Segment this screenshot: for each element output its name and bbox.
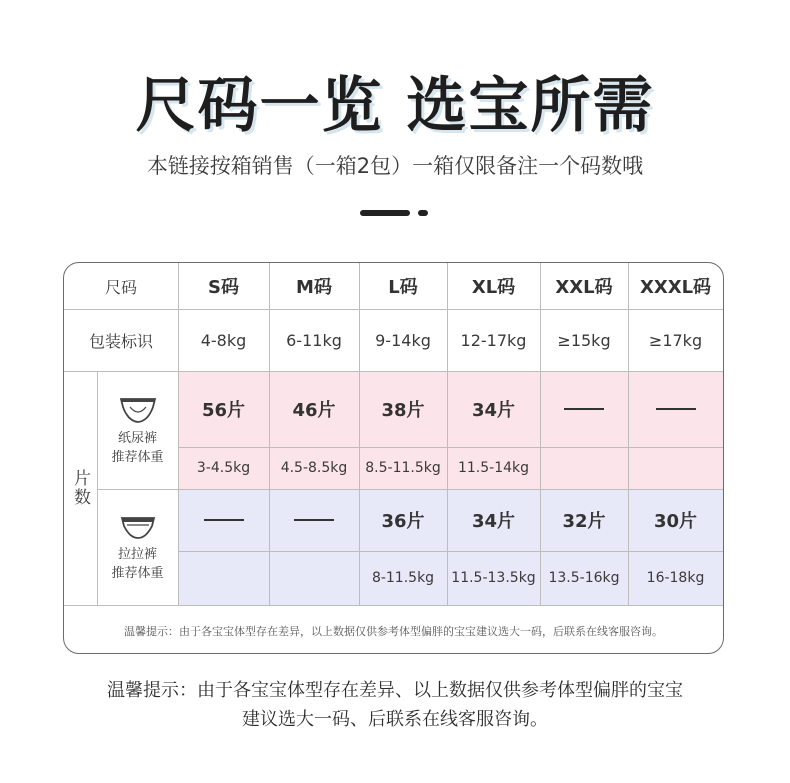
divider-dash-short — [418, 210, 428, 216]
size-xl-header: XL码 — [471, 277, 516, 298]
footer-tip-line2: 建议选大一码、后联系在线客服咨询。 — [242, 709, 548, 730]
empty-dash — [656, 408, 696, 410]
grid-line — [64, 605, 723, 606]
pack-value-xl: 12-17kg — [460, 330, 527, 350]
diaper-icon — [118, 395, 158, 425]
grid-line — [447, 263, 448, 605]
diaper-name: 纸尿裤 — [117, 431, 157, 446]
pullup-count-m — [269, 489, 359, 551]
pullup-weight-label: 推荐体重 — [111, 566, 164, 581]
grid-line — [178, 263, 179, 605]
pullup-product-cell — [97, 489, 178, 605]
grid-line — [359, 263, 360, 605]
empty-dash — [564, 408, 604, 410]
diaper-count-xxl — [540, 371, 628, 447]
diaper-count-xxxl — [628, 371, 723, 447]
pack-value-s: 4-8kg — [200, 330, 247, 350]
pullup-count-s — [178, 489, 269, 551]
diaper-count-m: 46片 — [292, 400, 336, 421]
count-label-cell — [64, 371, 97, 605]
grid-line — [628, 263, 629, 605]
diaper-weight-m: 4.5-8.5kg — [280, 460, 348, 476]
size-table — [63, 262, 724, 654]
grid-line — [178, 447, 723, 448]
grid-line — [97, 489, 723, 490]
size-m-header: M码 — [296, 277, 332, 298]
table-note: 温馨提示：由于各宝宝体型存在差异，以上数据仅供参考体型偏胖的宝宝建议选大一码，后联系在线客服咨询。 — [124, 625, 663, 638]
pack-value-xxl: ≥15kg — [557, 330, 611, 350]
pullup-weight-s — [178, 551, 269, 605]
size-xxxl-header: XXXL码 — [639, 277, 712, 298]
size-l-header: L码 — [388, 277, 418, 298]
header-label: 尺码 — [104, 277, 137, 297]
pack-label: 包装标识 — [88, 331, 153, 351]
empty-dash — [294, 519, 334, 521]
grid-line — [97, 371, 98, 605]
pullup-count-l: 36片 — [381, 511, 425, 532]
pullup-weight-xxxl: 16-18kg — [646, 570, 705, 586]
size-s-header: S码 — [208, 277, 239, 298]
pack-value-m: 6-11kg — [286, 330, 342, 350]
pullup-pants-icon — [118, 513, 158, 541]
empty-dash — [204, 519, 244, 521]
pullup-count-xxl: 32片 — [562, 511, 606, 532]
grid-line — [540, 263, 541, 605]
page-title: 尺码一览 选宝所需 — [135, 71, 655, 141]
grid-line — [64, 371, 723, 372]
pack-value-xxxl: ≥17kg — [648, 330, 703, 350]
diaper-count-l: 38片 — [381, 400, 425, 421]
diaper-product-cell — [97, 371, 178, 489]
diaper-weight-xxxl — [628, 447, 723, 489]
diaper-weight-xxl — [540, 447, 628, 489]
diaper-weight-s: 3-4.5kg — [196, 460, 251, 476]
grid-line — [178, 551, 723, 552]
pullup-count-xxxl: 30片 — [653, 511, 698, 532]
diaper-weight-xl: 11.5-14kg — [457, 460, 530, 476]
diaper-count-s: 56片 — [201, 400, 246, 421]
footer-tip-line1: 温馨提示：由于各宝宝体型存在差异、以上数据仅供参考体型偏胖的宝宝 — [107, 680, 683, 701]
page-subtitle: 本链接按箱销售（一箱2包）一箱仅限备注一个码数哦 — [146, 154, 644, 178]
pullup-weight-xxl: 13.5-16kg — [548, 570, 620, 586]
pullup-weight-m — [269, 551, 359, 605]
diaper-weight-label: 推荐体重 — [111, 450, 164, 465]
footer-tip — [0, 676, 790, 734]
pullup-weight-xl: 11.5-13.5kg — [451, 570, 536, 586]
pack-value-l: 9-14kg — [375, 330, 431, 350]
size-xxl-header: XXL码 — [555, 277, 613, 298]
pullup-weight-l: 8-11.5kg — [371, 570, 435, 586]
pullup-name: 拉拉裤 — [117, 547, 157, 562]
diaper-weight-l: 8.5-11.5kg — [365, 460, 441, 476]
grid-line — [64, 309, 723, 310]
pullup-count-xl: 34片 — [471, 511, 516, 532]
count-label: 片数 — [70, 469, 90, 507]
diaper-count-xl: 34片 — [471, 400, 516, 421]
divider-dash-long — [360, 210, 410, 216]
grid-line — [269, 263, 270, 605]
